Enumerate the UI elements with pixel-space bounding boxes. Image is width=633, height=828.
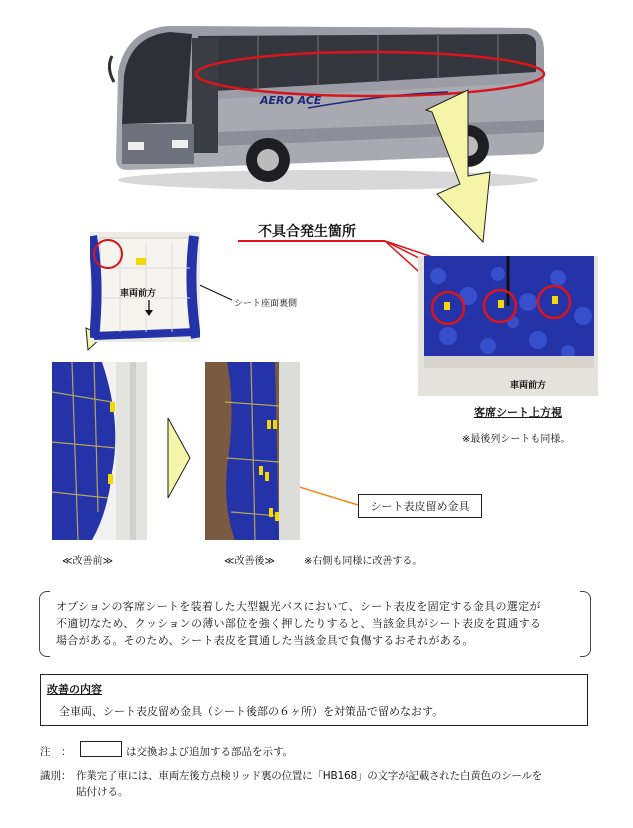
bus-logo: AERO ACE [260,94,322,107]
seat-underside-label: シート座面裏側 [234,299,298,309]
description-line: 場合がある。そのため、シート表皮を貫通した当該金具で負傷するおそれがある。 [56,634,474,647]
description-line: オプションの客席シートを装着した大型観光バスにおいて、シート表皮を固定する金具の選定が [56,600,541,613]
before-caption: ≪改善前≫ [62,556,113,567]
fastener-label-box [358,494,482,518]
description-text [56,598,586,649]
improvement-box [40,674,588,726]
description-line: 不適切なため、クッションの薄い部位を強く押したりすると、当該金具がシート表皮を貫通する [56,617,542,630]
defect-location-heading: 不具合発生箇所 [258,224,356,240]
before-photo [52,362,147,540]
transition-arrow [168,418,190,498]
top-view-caption: 客席シート上方視 [474,406,562,419]
vehicle-front-label: 車両前方 [120,289,157,299]
improvement-body: 全車両、シート表皮留め金具（シート後部の６ヶ所）を対策品で留めなおす。 [59,705,444,718]
identification-line1: 作業完了車には、車両左後方点検リッド裏の位置に「HB168」の文字が記載された白黄色のシールを [76,770,543,782]
pointer-arrow [426,90,490,242]
after-photo [205,362,300,540]
identification-line2: 貼付ける。 [76,786,129,798]
legend-swatch [80,741,122,757]
seat-top-view-photo [418,256,598,396]
improvement-title: 改善の内容 [47,683,102,696]
last-row-note: ※最後列シートも同様。 [462,434,571,445]
after-caption: ≪改善後≫ [224,556,275,567]
note-label: 注 ： [40,746,72,758]
identification-label: 識別： [40,770,72,782]
right-side-note: ※右側も同様に改善する。 [304,556,423,567]
vehicle-front-label-top: 車両前方 [510,381,547,391]
seat-underside-photo [90,232,200,342]
note-text: は交換および追加する部品を示す。 [126,746,294,758]
fastener-label: シート表皮留め金具 [370,500,470,513]
